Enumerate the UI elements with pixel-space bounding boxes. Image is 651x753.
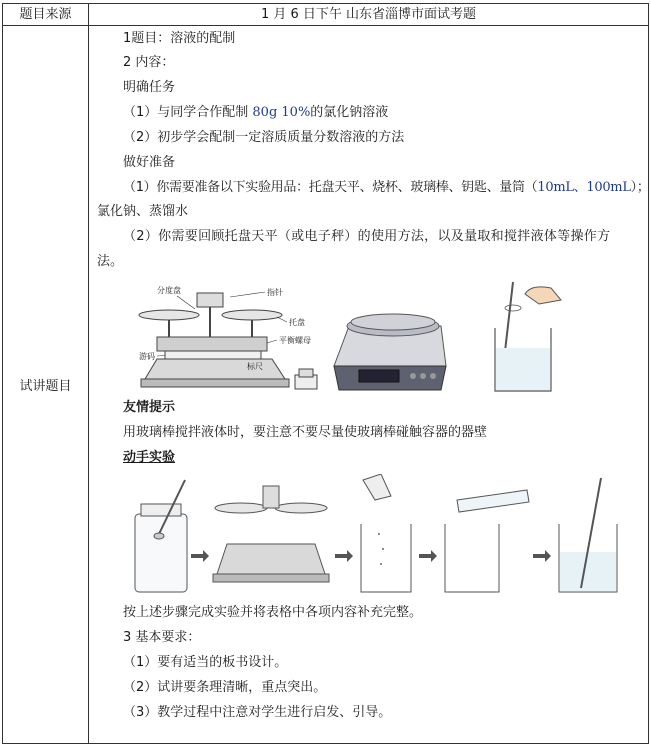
requirement-3: （3）教学过程中注意对学生进行启发、引导。 <box>123 705 392 720</box>
label-pointer: 指针 <box>267 288 283 297</box>
task-quantity: 80g 10% <box>252 105 311 120</box>
topic-line: 1题目：溶液的配制 <box>123 31 236 46</box>
label-scale-pan: 分度盘 <box>157 286 181 295</box>
requirement-2: （2）试讲要条理清晰，重点突出。 <box>123 680 327 695</box>
experiment-heading: 动手实验 <box>123 450 176 465</box>
content-heading: 2 内容： <box>123 55 175 70</box>
requirement-1: （1）要有适当的板书设计。 <box>123 655 288 670</box>
prep-heading: 做好准备 <box>123 155 176 170</box>
prep-item-1-cont: 氯化钠、蒸馏水 <box>97 204 189 219</box>
experiment-steps-diagram <box>129 474 631 599</box>
step-pour-liquid <box>445 490 529 592</box>
balance-diagram <box>127 279 327 397</box>
source-value: 1 月 6 日下午 山东省淄博市面试考题 <box>260 7 477 22</box>
label-rider: 游码 <box>139 352 155 361</box>
tip-text: 用玻璃棒搅拌液体时，要注意不要尽量使玻璃棒碰触容器的器壁 <box>123 425 488 440</box>
stirring-beaker-image <box>473 276 573 396</box>
prep-item-2: （2）你需要回顾托盘天平（或电子秤）的使用方法，以及量取和搅拌液体等操作方 <box>123 229 611 244</box>
task-item-1: （1）与同学合作配制 80g 10%的氯化钠溶液 <box>123 105 389 120</box>
label-ruler: 标尺 <box>247 362 263 371</box>
source-label: 题目来源 <box>19 7 72 22</box>
content-body <box>89 26 648 743</box>
instruction-line: 按上述步骤完成实验并将表格中各项内容补充完整。 <box>123 605 423 620</box>
cylinder-sizes: 10mL、100mL <box>537 180 631 195</box>
prep-item-2-cont: 法。 <box>97 254 124 269</box>
side-label: 试讲题目 <box>19 379 72 394</box>
content-cell <box>89 26 649 744</box>
tip-heading: 友情提示 <box>123 400 176 415</box>
prep-item-1: （1）你需要准备以下实验用品：托盘天平、烧杯、玻璃棒、钥匙、量筒（10mL、100mL）； <box>123 180 650 195</box>
document-table <box>2 3 649 744</box>
step-pour-solid <box>361 474 411 592</box>
task-heading: 明确任务 <box>123 80 176 95</box>
source-label-cell <box>3 4 89 26</box>
task-item-2: （2）初步学会配制一定溶质质量分数溶液的方法 <box>123 130 405 145</box>
electronic-scale-image <box>329 286 449 396</box>
side-label-cell <box>3 26 89 744</box>
label-balance-nut: 平衡螺母 <box>279 336 311 345</box>
requirements-heading: 3 基本要求： <box>123 630 201 645</box>
step-stir <box>559 478 617 592</box>
step-jar <box>135 480 187 592</box>
label-tray: 托盘 <box>289 318 305 327</box>
source-value-cell <box>89 4 649 26</box>
step-balance <box>213 486 329 582</box>
